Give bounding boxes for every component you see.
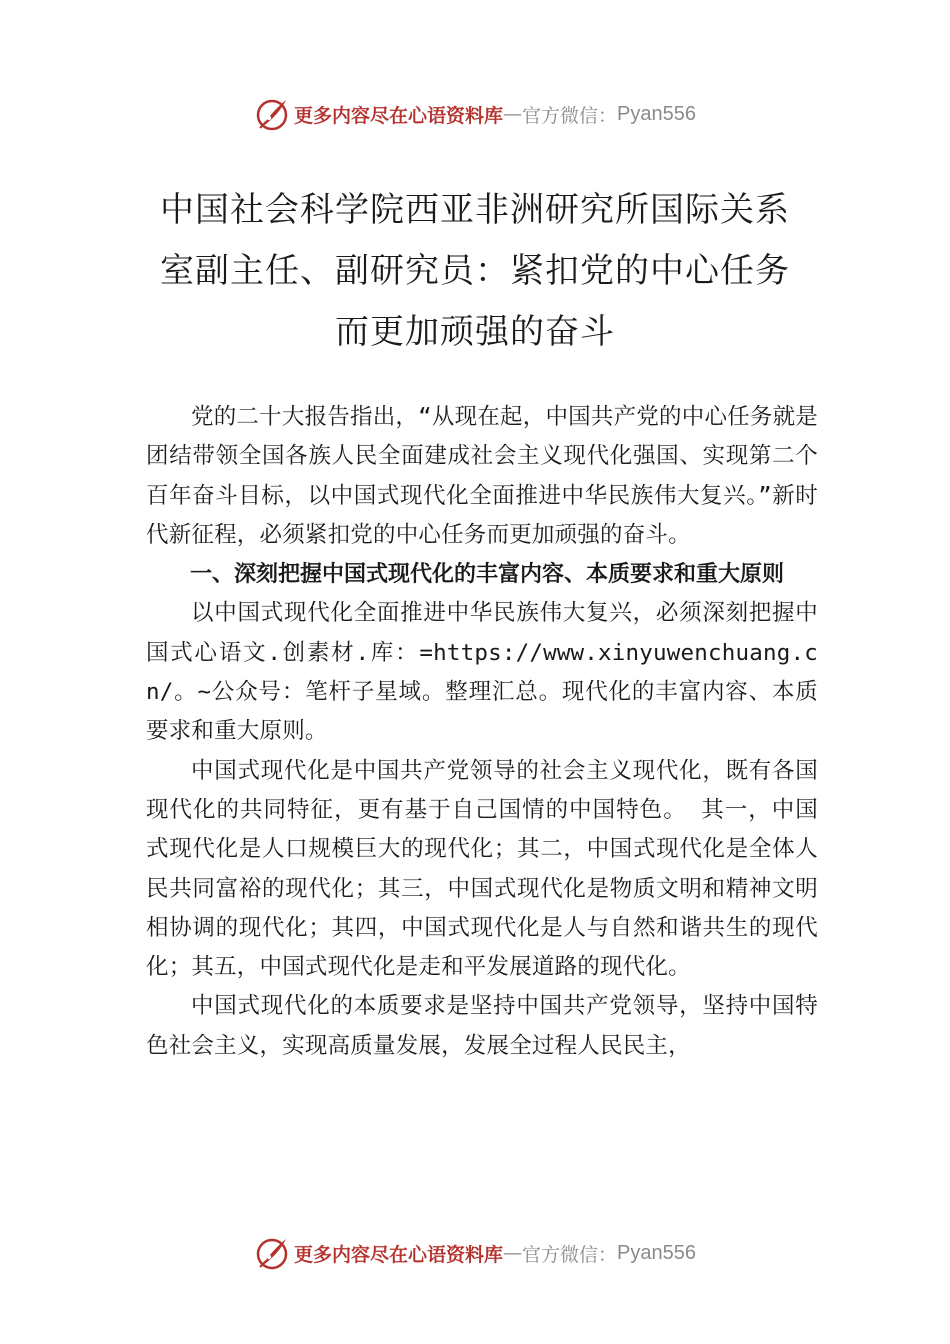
title-line-3: 而更加顽强的奋斗: [335, 312, 615, 352]
footer-banner: [0, 1233, 950, 1273]
document-title: [140, 180, 810, 363]
banner-wechat-id: Pyan556: [617, 102, 696, 125]
paragraph-grasp: 以中国式现代化全面推进中华民族伟大复兴，必须深刻把握中国式心语文.创素材.库：=https://www.xinyuwenchuang.cn/。~公众号：笔杆子星域。整理汇总。现代化的丰富内容、本质要求和重大原则。: [146, 600, 818, 745]
banner-library-text: 更多内容尽在心语资料库: [294, 104, 504, 127]
title-line-2: 室副主任、副研究员：紧扣党的中心任务: [160, 251, 790, 291]
header-banner: [0, 94, 950, 134]
banner-library-text: 更多内容尽在心语资料库: [294, 1243, 504, 1266]
paragraph-intro: 党的二十大报告指出，“从现在起，中国共产党的中心任务就是团结带领全国各族人民全面建成社会主义现代化强国、实现第二个百年奋斗目标，以中国式现代化全面推进中华民族伟大复兴。”新时代新征程，必须紧扣党的中心任务而更加顽强的奋斗。: [146, 404, 818, 548]
banner-wechat-label: 官方微信：: [522, 104, 618, 127]
banner-dash: —: [503, 103, 523, 125]
title-line-1: 中国社会科学院西亚非洲研究所国际关系: [160, 190, 790, 230]
quill-pen-circle-icon: [254, 1235, 290, 1271]
paragraph-features: 中国式现代化是中国共产党领导的社会主义现代化，既有各国现代化的共同特征，更有基于自己国情的中国特色。 其一，中国式现代化是人口规模巨大的现代化；其二，中国式现代化是全体人民共同富裕的现代化；其三，中国式现代化是物质文明和精神文明相协调的现代化；其四，中国式现代化是人与自然和谐共生的现代化；其五，中国式现代化是走和平发展道路的现代化。: [146, 757, 818, 981]
section-heading-1: 一、深刻把握中国式现代化的丰富内容、本质要求和重大原则: [190, 562, 785, 588]
paragraph-requirements: 中国式现代化的本质要求是坚持中国共产党领导，坚持中国特色社会主义，实现高质量发展，发展全过程人民民主，: [146, 993, 818, 1059]
banner-dash: —: [503, 1242, 523, 1264]
document-body: [146, 398, 818, 1066]
quill-pen-circle-icon: [254, 96, 290, 132]
banner-wechat-label: 官方微信：: [522, 1243, 618, 1266]
banner-wechat-id: Pyan556: [617, 1241, 696, 1264]
